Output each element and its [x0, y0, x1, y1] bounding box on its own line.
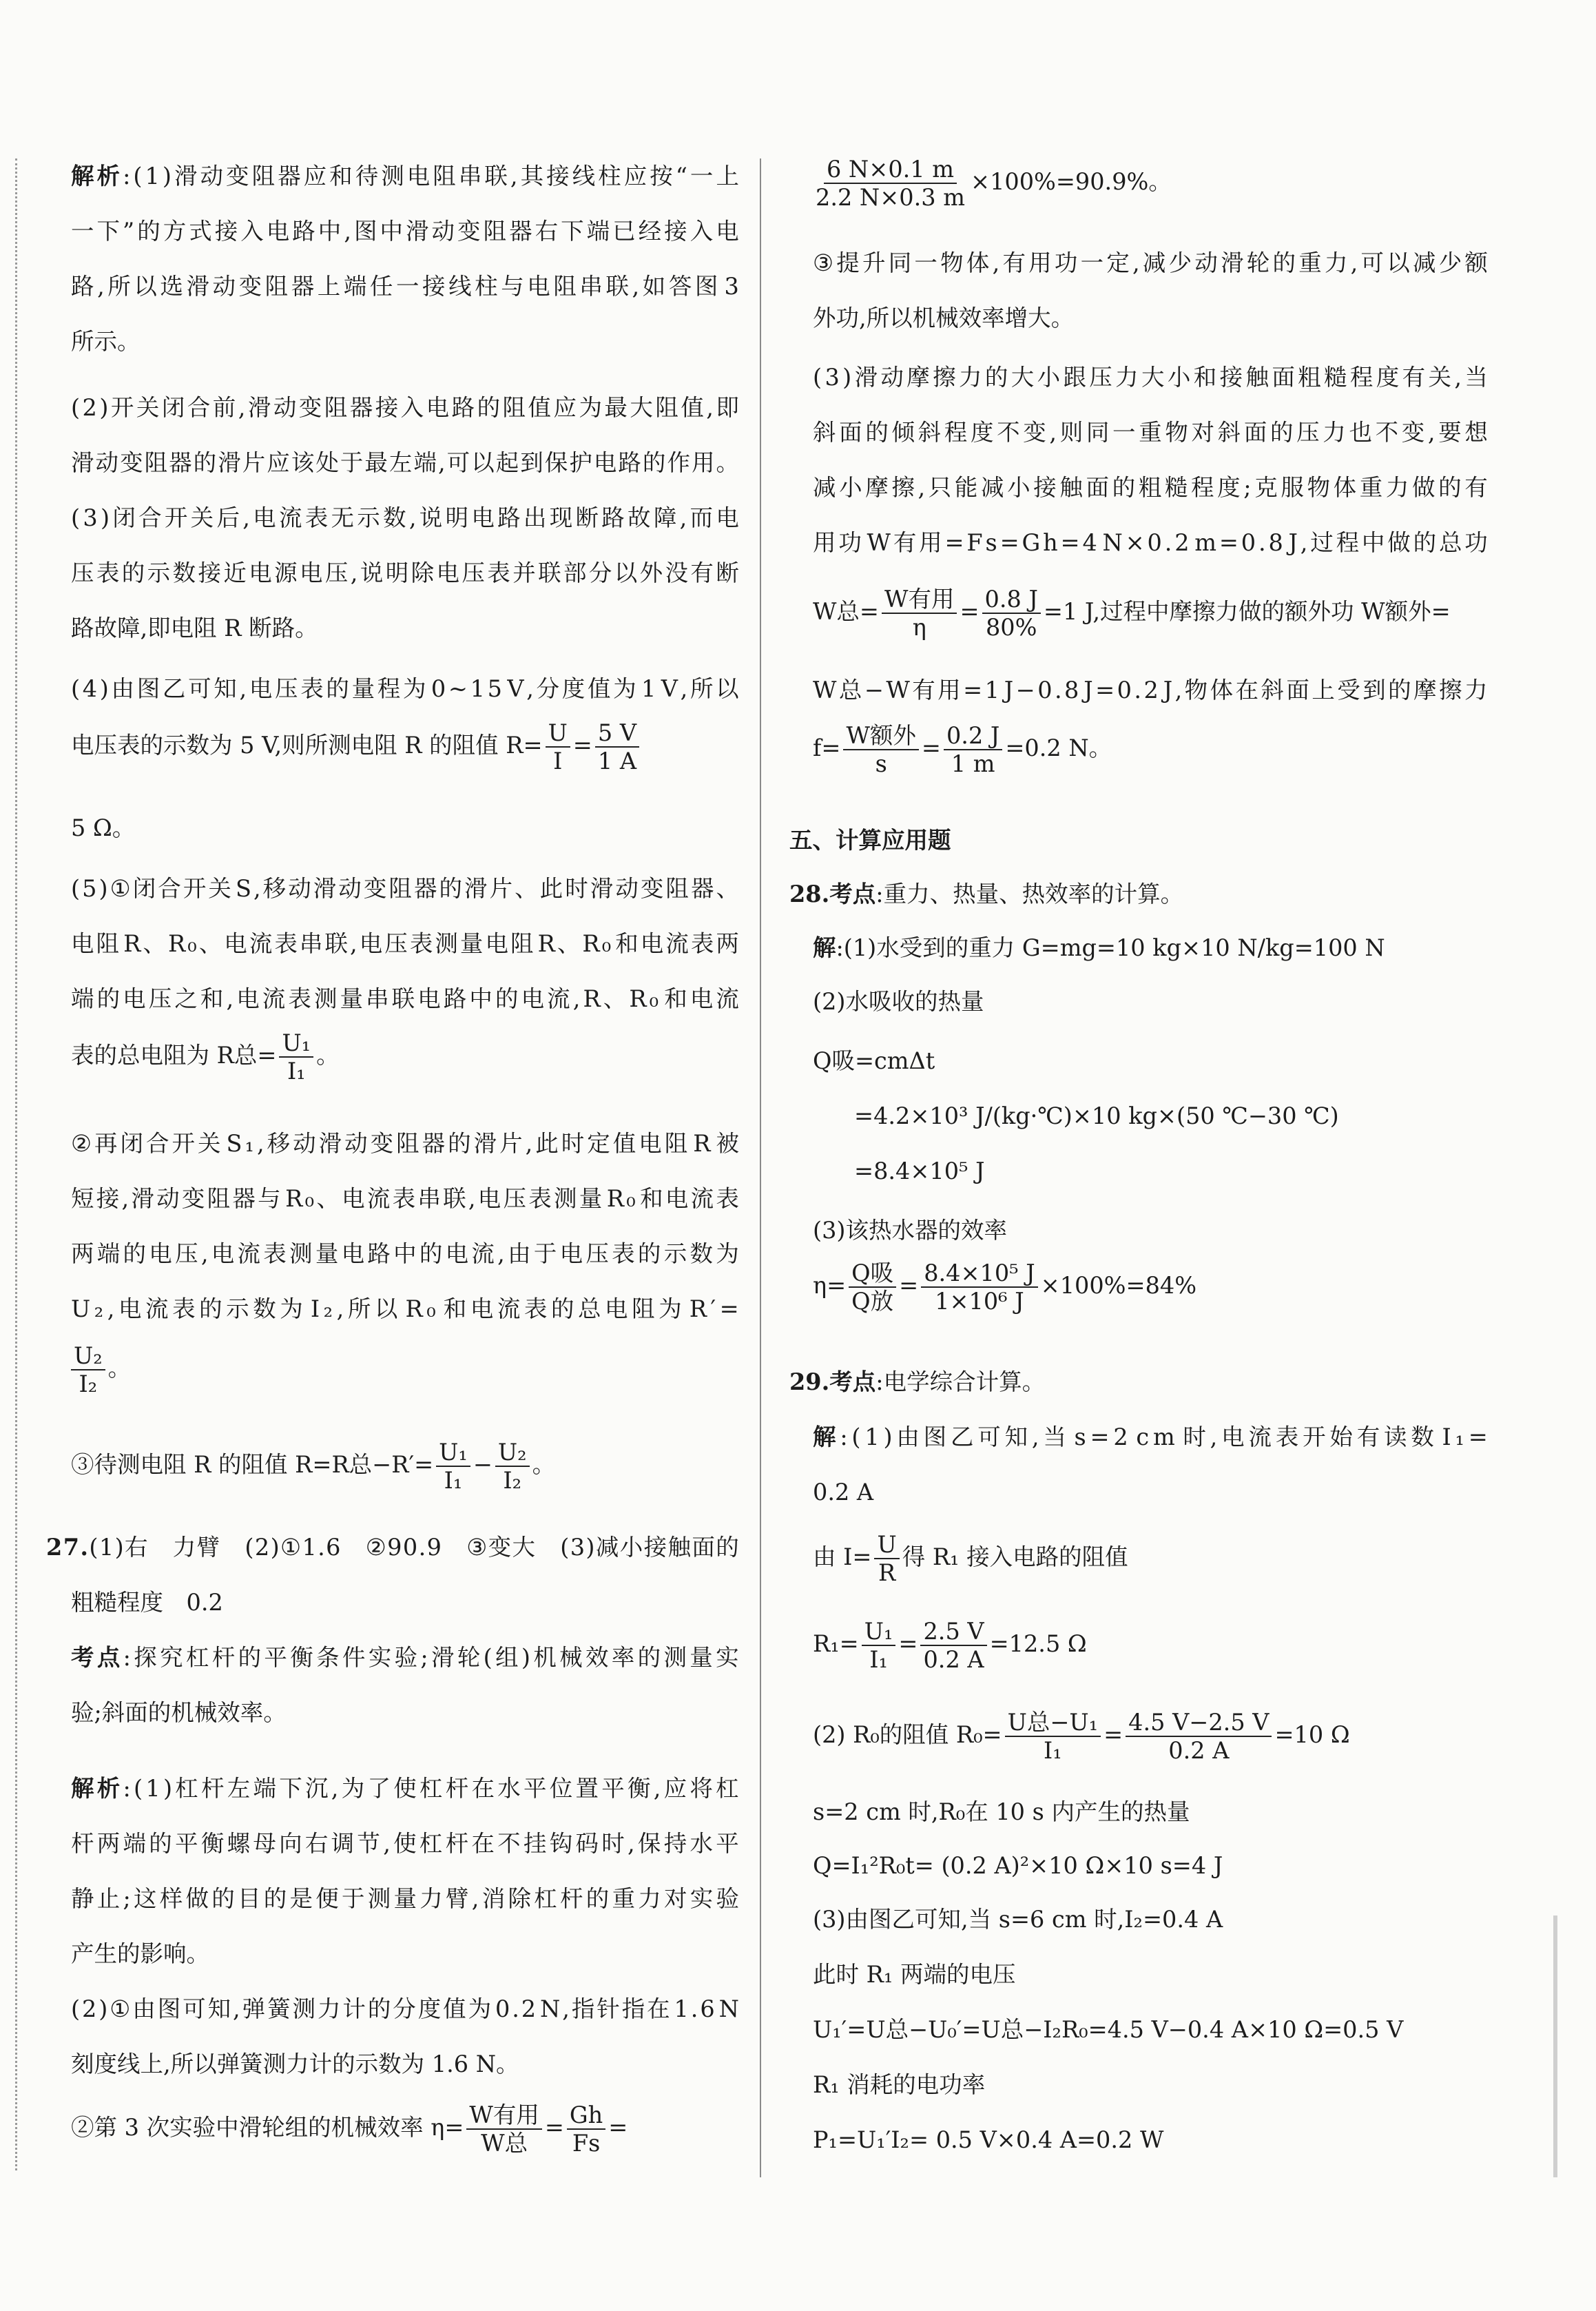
text-line: [813, 934, 1385, 962]
text-line: [854, 1102, 1339, 1130]
line-text: :电学综合计算。: [875, 1368, 1046, 1395]
line-text: 粗糙程度 0.2: [71, 1589, 223, 1616]
formula-ohm: [813, 1532, 1128, 1585]
denominator: I₂: [503, 1467, 522, 1495]
text: 。: [107, 1355, 132, 1382]
text-line: 解 析 : ( 1 ) 杠 杆 左 端 下 沉 , 为 了 使 杠 杆 在 水 平 位 置 平 衡 , 应 将 杠: [71, 1775, 739, 1802]
fraction: [436, 1439, 470, 1495]
text: W总=: [813, 598, 880, 626]
text-line: [813, 2126, 1163, 2154]
line-text: 此时 R₁ 两端的电压: [813, 1961, 1016, 1988]
line-text: (3)该热水器的效率: [813, 1217, 1007, 1244]
text: =0.2 N。: [1005, 735, 1112, 762]
text: η=: [813, 1272, 847, 1300]
text-line: 减 小 摩 擦 , 只 能 减 小 接 触 面 的 粗 糙 程 度 ; 克 服 物 体 重 力 做 的 有: [813, 474, 1488, 501]
text-line: [813, 1047, 935, 1075]
denominator: 1 m: [951, 750, 995, 778]
line-text: Q=I₁²R₀t= (0.2 A)²×10 Ω×10 s=4 J: [813, 1852, 1223, 1879]
text: =: [921, 735, 941, 762]
formula-rx: [71, 1439, 556, 1495]
bold-label: 解: [813, 934, 836, 961]
numerator: U₁: [279, 1031, 313, 1058]
denominator: I₁: [444, 1467, 463, 1495]
text: =: [899, 1272, 919, 1300]
text-line: 考 点 : 探 究 杠 杆 的 平 衡 条 件 实 验 ; 滑 轮 ( 组 ) 机 械 效 率 的 测 量 实: [71, 1644, 739, 1671]
text-line: [813, 305, 1074, 332]
text-line: [813, 1479, 873, 1506]
text-line: [71, 328, 141, 356]
formula-friction: [813, 723, 1112, 776]
text-line: 解 析 : ( 1 ) 滑 动 变 阻 器 应 和 待 测 电 阻 串 联 , 其 接 线 柱 应 按 “ 一 上: [71, 163, 739, 189]
denominator: I₂: [79, 1370, 98, 1398]
numerator: W额外: [843, 723, 918, 750]
text-line: ( 2 ) ① 由 图 可 知 , 弹 簧 测 力 计 的 分 度 值 为 0 . 2 N , 指 针 指 在 1 . 6 N: [71, 1995, 739, 2022]
text-line: [813, 1961, 1015, 1989]
line-text: 产生的影响。: [71, 1940, 209, 1967]
numerator: W有用: [882, 587, 957, 614]
formula-total-work: [813, 587, 1451, 639]
line-text: 刻度线上,所以弹簧测力计的示数为 1.6 N。: [71, 2051, 519, 2077]
fraction: [71, 1344, 105, 1396]
line-text: =4.2×10³ J/(kg·℃)×10 kg×(50 ℃−30 ℃): [854, 1102, 1339, 1129]
text-line: 端 的 电 压 之 和 , 电 流 表 测 量 串 联 电 路 中 的 电 流 , R 、 R ₀ 和 电 流: [71, 985, 739, 1012]
column-divider: [760, 158, 761, 2177]
text: =10 Ω: [1274, 1721, 1350, 1749]
fraction: [813, 156, 968, 212]
numerator: U₁: [436, 1440, 470, 1467]
text-line: [71, 814, 135, 842]
denominator: I₁: [869, 1646, 888, 1674]
numerator: 2.5 V: [920, 1619, 986, 1646]
numerator: Q吸: [849, 1261, 896, 1288]
text-line: ( 4 ) 由 图 乙 可 知 , 电 压 表 的 量 程 为 0 ~ 1 5 V , 分 度 值 为 1 V , 所 以: [71, 675, 739, 702]
text: ×100%=84%: [1040, 1272, 1197, 1300]
line-text: s=2 cm 时,R₀在 10 s 内产生的热量: [813, 1798, 1190, 1825]
fraction: [595, 721, 639, 773]
line-text: 0.2 A: [813, 1479, 874, 1506]
numerator: 8.4×10⁵ J: [921, 1261, 1037, 1288]
text: −: [473, 1451, 493, 1479]
line-text: 验;斜面的机械效率。: [71, 1699, 287, 1726]
text-line: ( 5 ) ① 闭 合 开 关 S , 移 动 滑 动 变 阻 器 的 滑 片 、 此 时 滑 动 变 阻 器 、: [71, 875, 739, 902]
fraction: [567, 2103, 605, 2155]
text-line: [71, 1589, 223, 1616]
line-text: Q吸=cmΔt: [813, 1047, 935, 1074]
text: (2) R₀的阻值 R₀=: [813, 1721, 1002, 1749]
fraction: [882, 587, 957, 639]
fraction: [849, 1261, 896, 1313]
numerator: U₂: [71, 1344, 105, 1370]
denominator: 80%: [985, 614, 1037, 641]
text: =: [1103, 1721, 1123, 1749]
numerator: 4.5 V−2.5 V: [1126, 1710, 1272, 1737]
text: =: [608, 2114, 628, 2141]
fraction: [1005, 1710, 1101, 1763]
text-line: [789, 827, 951, 854]
text-line: [789, 881, 1183, 908]
fraction: [874, 1532, 899, 1585]
fraction: [546, 721, 570, 773]
text-line: 一 下 ” 的 方 式 接 入 电 路 中 , 图 中 滑 动 变 阻 器 右 下 端 已 经 接 入 电: [71, 218, 739, 245]
formula-heater-efficiency: [813, 1261, 1196, 1313]
text-line: 解 : ( 1 ) 由 图 乙 可 知 , 当 s = 2 c m 时 , 电 流 表 开 始 有 读 数 I ₁ =: [813, 1424, 1488, 1450]
formula-efficiency: [71, 2103, 732, 2155]
text-line: [71, 1940, 209, 1968]
text-line: ( 2 ) 开 关 闭 合 前 , 滑 动 变 阻 器 接 入 电 路 的 阻 值 应 为 最 大 阻 值 , 即: [71, 394, 739, 421]
text: 。: [316, 1042, 340, 1069]
text-line: ( 3 ) 闭 合 开 关 后 , 电 流 表 无 示 数 , 说 明 电 路 出 现 断 路 故 障 , 而 电: [71, 504, 739, 531]
text-line: ③ 提 升 同 一 物 体 , 有 用 功 一 定 , 减 少 动 滑 轮 的 重 力 , 可 以 减 少 额: [813, 249, 1488, 276]
line-text: :(1)水受到的重力 G=mg=10 kg×10 N/kg=100 N: [836, 934, 1385, 961]
numerator: 6 N×0.1 m: [824, 157, 957, 184]
text-line: [813, 1217, 1007, 1244]
numerator: U: [546, 721, 570, 748]
text-line: [789, 1368, 1045, 1396]
text-line: 短 接 , 滑 动 变 阻 器 与 R ₀ 、 电 流 表 串 联 , 电 压 表 测 量 R ₀ 和 电 流 表: [71, 1185, 739, 1212]
bold-label: 29.考点: [789, 1368, 876, 1395]
text: =: [572, 732, 592, 759]
line-text: P₁=U₁′I₂= 0.5 V×0.4 A=0.2 W: [813, 2126, 1164, 2153]
denominator: I₁: [1044, 1737, 1062, 1765]
denominator: 0.2 A: [923, 1646, 984, 1674]
fraction: [466, 2103, 541, 2155]
text-line: 静 止 ; 这 样 做 的 目 的 是 便 于 测 量 力 臂 , 消 除 杠 杆 的 重 力 对 实 验: [71, 1885, 739, 1912]
text-line: [71, 2051, 519, 2078]
line-text: 路故障,即电阻 R 断路。: [71, 615, 318, 641]
text-line: 斜 面 的 倾 斜 程 度 不 变 , 则 同 一 重 物 对 斜 面 的 压 力 也 不 变 , 要 想: [813, 419, 1488, 446]
line-text: :重力、热量、热效率的计算。: [875, 881, 1184, 907]
text-line: [813, 1798, 1190, 1826]
text: =: [544, 2114, 564, 2141]
text-line: [813, 2071, 985, 2099]
denominator: 2.2 N×0.3 m: [816, 184, 965, 212]
formula-r1: [813, 1619, 1087, 1672]
text: 由 I=: [813, 1543, 872, 1571]
denominator: 1 A: [597, 748, 637, 775]
line-text: 五、计算应用题: [789, 827, 951, 854]
fraction: [279, 1031, 313, 1083]
text-line: 两 端 的 电 压 , 电 流 表 测 量 电 路 中 的 电 流 , 由 于 电 压 表 的 示 数 为: [71, 1240, 739, 1267]
text: =: [960, 598, 980, 626]
fraction: [1126, 1710, 1272, 1763]
text: f=: [813, 735, 841, 762]
text: ②第 3 次实验中滑轮组的机械效率 η=: [71, 2114, 464, 2141]
line-text: (2)水吸收的热量: [813, 988, 984, 1015]
bold-label: 28.考点: [789, 881, 876, 907]
numerator: 0.8 J: [982, 587, 1041, 614]
text-line: [813, 1852, 1223, 1880]
numerator: Gh: [567, 2103, 605, 2130]
line-text: U₁′=U总−U₀′=U总−I₂R₀=4.5 V−0.4 A×10 Ω=0.5 V: [813, 2016, 1404, 2043]
text-line: [813, 2016, 1403, 2044]
edge-mark: [1553, 1915, 1557, 2177]
text: 得 R₁ 接入电路的阻值: [902, 1543, 1128, 1571]
numerator: U总−U₁: [1005, 1710, 1101, 1737]
fraction: [920, 1619, 986, 1672]
formula-r0: [813, 1710, 1350, 1763]
formula-r-value: [71, 721, 642, 773]
text: R₁=: [813, 1630, 859, 1658]
binding-dotted-line: [15, 158, 17, 2170]
denominator: s: [875, 750, 887, 778]
fraction: [921, 1261, 1037, 1313]
denominator: I₁: [287, 1058, 306, 1085]
text-line: [813, 1906, 1223, 1933]
text: ×100%=90.9%。: [971, 168, 1172, 196]
text: ③待测电阻 R 的阻值 R=R总−R′=: [71, 1451, 434, 1479]
text-line: 2 7 . ( 1 ) 右 力 臂 ( 2 ) ① 1 . 6 ② 9 0 . 9 ③ 变 大 ( 3 ) 减 小 接 触 面 的: [46, 1534, 739, 1561]
text-line: 电 阻 R 、 R ₀ 、 电 流 表 串 联 , 电 压 表 测 量 电 阻 R 、 R ₀ 和 电 流 表 两: [71, 930, 739, 957]
text: 。: [532, 1451, 556, 1479]
line-text: R₁ 消耗的电功率: [813, 2071, 986, 2098]
text-line: [71, 615, 318, 642]
text: 电压表的示数为 5 V,则所测电阻 R 的阻值 R=: [71, 732, 543, 759]
text: 表的总电阻为 R总=: [71, 1042, 277, 1069]
text: =12.5 Ω: [989, 1630, 1087, 1658]
text-line: 用 功 W 有 用 = F s = G h = 4 N × 0 . 2 m = 0 . 8 J , 过 程 中 做 的 总 功: [813, 529, 1488, 556]
text-line: 杆 两 端 的 平 衡 螺 母 向 右 调 节 , 使 杠 杆 在 不 挂 钩 码 时 , 保 持 水 平: [71, 1830, 739, 1857]
text-line: ② 再 闭 合 开 关 S ₁ , 移 动 滑 动 变 阻 器 的 滑 片 , 此 时 定 值 电 阻 R 被: [71, 1130, 739, 1157]
formula-u2-i2: [71, 1344, 131, 1396]
line-text: 外功,所以机械效率增大。: [813, 305, 1075, 331]
text-line: W 总 − W 有 用 = 1 J − 0 . 8 J = 0 . 2 J , 物 体 在 斜 面 上 受 到 的 摩 擦 力: [813, 677, 1488, 703]
denominator: Fs: [572, 2130, 601, 2157]
text-line: [813, 988, 984, 1016]
line-text: (3)由图乙可知,当 s=6 cm 时,I₂=0.4 A: [813, 1906, 1223, 1933]
fraction: [862, 1619, 896, 1672]
text-line: 滑 动 变 阻 器 的 滑 片 应 该 处 于 最 左 端 , 可 以 起 到 保 护 电 路 的 作 用 。: [71, 449, 739, 476]
text-line: [71, 1699, 287, 1727]
fraction: [843, 723, 918, 776]
fraction: [982, 587, 1041, 639]
fraction: [944, 723, 1002, 776]
line-text: 所示。: [71, 328, 141, 355]
numerator: 5 V: [595, 721, 639, 748]
numerator: U₂: [495, 1440, 530, 1467]
fraction: [495, 1439, 530, 1495]
formula-r-total: [71, 1031, 340, 1083]
denominator: Q放: [851, 1288, 894, 1315]
text: =1 J,过程中摩擦力做的额外功 W额外=: [1043, 598, 1451, 626]
denominator: R: [878, 1559, 896, 1587]
numerator: U: [874, 1532, 899, 1559]
text-line: 压 表 的 示 数 接 近 电 源 电 压 , 说 明 除 电 压 表 并 联 部 分 以 外 没 有 断: [71, 559, 739, 586]
denominator: 0.2 A: [1168, 1737, 1230, 1765]
text-line: 路 , 所 以 选 滑 动 变 阻 器 上 端 任 一 接 线 柱 与 电 阻 串 联 , 如 答 图 3: [71, 273, 739, 300]
formula-top-fraction: [813, 156, 1172, 212]
denominator: I: [553, 748, 563, 775]
text-line: U ₂ , 电 流 表 的 示 数 为 I ₂ , 所 以 R ₀ 和 电 流 表 的 总 电 阻 为 R ′ =: [71, 1295, 739, 1322]
denominator: 1×10⁶ J: [935, 1288, 1024, 1315]
denominator: η: [912, 614, 926, 641]
line-text: 5 Ω。: [71, 814, 136, 841]
numerator: W有用: [466, 2103, 541, 2130]
text-line: [854, 1158, 985, 1185]
text: =: [898, 1630, 918, 1658]
numerator: U₁: [862, 1619, 896, 1646]
denominator: W总: [481, 2130, 528, 2157]
line-text: =8.4×10⁵ J: [854, 1158, 985, 1184]
numerator: 0.2 J: [944, 723, 1002, 750]
text-line: ( 3 ) 滑 动 摩 擦 力 的 大 小 跟 压 力 大 小 和 接 触 面 粗 糙 程 度 有 关 , 当: [813, 364, 1488, 391]
